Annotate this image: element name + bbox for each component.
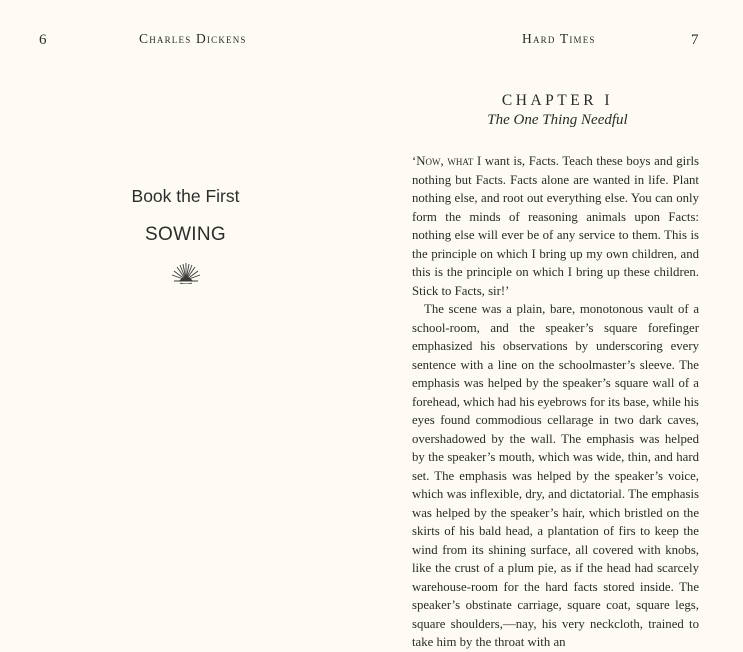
paragraph — [412, 300, 699, 652]
paragraph-lead-smallcaps: what — [447, 154, 474, 168]
chapter-number: CHAPTER I — [501, 92, 614, 109]
page-number: 7 — [691, 32, 699, 48]
running-head-author: Charles Dickens — [139, 31, 247, 46]
book-part-subtitle: SOWING — [145, 224, 226, 245]
left-page — [0, 0, 371, 600]
paragraph-text: The scene was a plain, bare, monotonous vault of a school-room, and the speaker’s square forefinger emphasized his observations by underscoring every sentence with a line on the schoolmaster’s sleeve. The emphasis was helped by the speaker’s square wall of a forehead, which had his eyebrows for its base, while his eyes found commodious cellarage in two dark caves, overshadowed by the wall. The emphasis was helped by the speaker’s mouth, which was wide, thin, and hard set. The emphasis was helped by the speaker’s voice, which was inflexible, dry, and dictatorial. The emphasis was helped by the speaker’s hair, which bristled on the skirts of his bald head, a plantation of firs to keep the wind from its shining surface, all covered with knobs, like the crust of a plum pie, as if the head had scarcely warehouse-room for the hard facts stored inside. The speaker’s obstinate carriage, square coat, square legs, square shoulders,—nay, his very neckcloth, trained to take him by the throat with an — [412, 302, 699, 649]
right-page — [372, 0, 743, 649]
paragraph — [412, 152, 699, 300]
sunburst-ornament-icon — [170, 262, 202, 284]
chapter-body — [412, 152, 699, 652]
paragraph-text: I want is, Facts. Teach these boys and girls nothing but Facts. Facts alone are wanted in life. Plant nothing else, and root out everything else. You can only form the minds of reasoning animals upon Facts: nothing else will ever be of any service to them. This is the principle on which I bring up my own children, and this is the principle on which I bring up these children. Stick to Facts, sir!’ — [412, 154, 699, 298]
page-number: 6 — [39, 32, 47, 48]
book-part-title: Book the First — [131, 186, 240, 206]
running-head-title: Hard Times — [522, 31, 596, 46]
chapter-title: The One Thing Needful — [487, 112, 628, 128]
paragraph-lead: ‘Now, — [412, 154, 448, 168]
